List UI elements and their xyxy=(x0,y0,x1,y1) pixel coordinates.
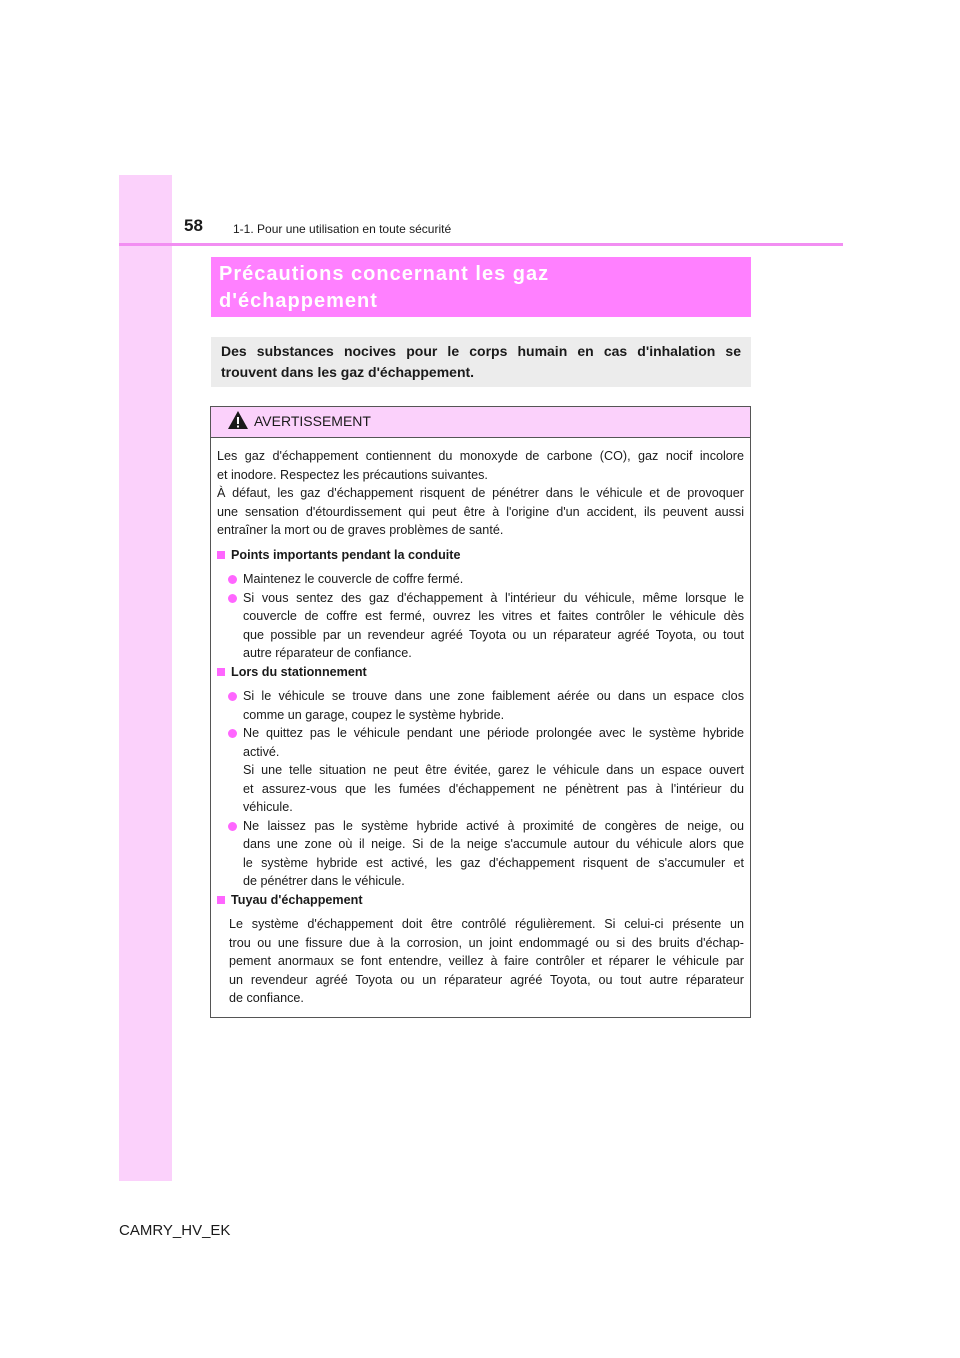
title-line-2: d'échappement xyxy=(219,290,378,312)
heading-tuyau: Tuyau d'échappement xyxy=(217,891,744,910)
warning-triangle-icon xyxy=(227,410,249,435)
list-item: Maintenez le couvercle de coffre fermé. xyxy=(217,570,744,589)
round-bullet-icon xyxy=(228,575,237,584)
warning-header xyxy=(211,407,750,438)
header-rule xyxy=(119,243,843,246)
square-bullet-icon xyxy=(217,551,225,559)
square-bullet-icon xyxy=(217,668,225,676)
list-item: Si vous sentez des gaz d'échappement à l'intérieur du véhicule, même lorsque le couvercle de coffre est fermé, ouvrez les vitres et faites contrôler le véhicule dès que possible par un revendeur agréé Toyota ou un réparateur agréé Toyota, ou tout autre réparateur de confiance. xyxy=(217,589,744,663)
round-bullet-icon xyxy=(228,594,237,603)
heading-stationnement: Lors du stationnement xyxy=(217,663,744,682)
footer-model: CAMRY_HV_EK xyxy=(119,1222,231,1239)
title-line-1: Précautions concernant les gaz xyxy=(219,263,550,285)
page-number: 58 xyxy=(184,216,203,235)
side-band xyxy=(119,175,172,1181)
list-item: Ne laissez pas le système hybride activé à proximité de congères de neige, ou dans une zone où il neige. Si de la neige s'accumule autour du véhicule alors que le système hybride est activé, les gaz d'échappement risquent de s'accumuler et de pénétrer dans le véhicule. xyxy=(217,817,744,891)
round-bullet-icon xyxy=(228,822,237,831)
warning-box xyxy=(210,406,751,1018)
square-bullet-icon xyxy=(217,896,225,904)
page-title xyxy=(211,257,751,317)
warning-label: AVERTISSEMENT xyxy=(254,413,371,429)
intro-line-1: Des substances nocives pour le corps humain en cas d'inhalation se xyxy=(221,343,741,359)
paragraph-tuyau: Le système d'échappement doit être contrôlé régulièrement. Si celui-ci présente un trou ou une fissure due à la corrosion, un joint endommagé ou si des bruits d'échap- pement anormaux se font entendre, veillez à faire contrôler et réparer le véhicule par un revendeur agréé Toyota ou un réparateur agréé Toyota, ou tout autre réparateur de confiance. xyxy=(229,917,744,1005)
warning-body xyxy=(217,447,744,1008)
list-item: Si le véhicule se trouve dans une zone faiblement aérée ou dans un espace clos comme un garage, coupez le système hybride. xyxy=(217,687,744,724)
warning-intro: Les gaz d'échappement contiennent du monoxyde de carbone (CO), gaz nocif incolore et inodore. Respectez les précautions suivantes. À défaut, les gaz d'échappement risquent de pénétrer dans le véhicule et de provoquer une sensation d'étourdissement qui peut être à l'origine d'un accident, ils peuvent aussi entraîner la mort ou de graves problèmes de santé. xyxy=(217,449,744,537)
round-bullet-icon xyxy=(228,729,237,738)
section-title: 1-1. Pour une utilisation en toute sécurité xyxy=(233,222,452,236)
heading-conduite: Points importants pendant la conduite xyxy=(217,546,744,565)
intro-box xyxy=(211,337,751,387)
round-bullet-icon xyxy=(228,692,237,701)
list-item: Ne quittez pas le véhicule pendant une période prolongée avec le système hybride activé. Si une telle situation ne peut être évitée, garez le véhicule dans un espace ouvert et assurez-vous que les fumées d'échappement ne pénètrent pas à l'intérieur du véhicule. xyxy=(217,724,744,817)
intro-line-2: trouvent dans les gaz d'échappement. xyxy=(221,364,475,380)
